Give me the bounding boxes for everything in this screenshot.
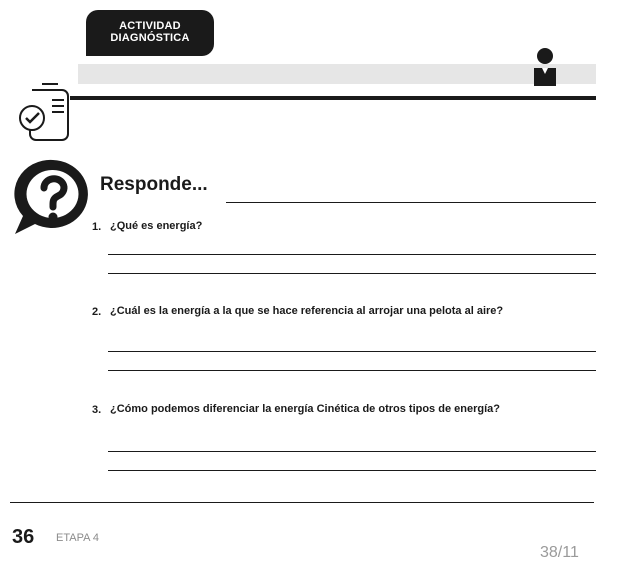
question-bubble-icon bbox=[12, 156, 94, 238]
page-number: 36 bbox=[12, 526, 35, 548]
header-rule bbox=[70, 96, 596, 100]
footer-rule bbox=[10, 502, 594, 503]
question-2-number: 2. bbox=[92, 306, 102, 318]
activity-badge bbox=[86, 10, 214, 56]
answer-line bbox=[108, 351, 596, 352]
question-1-text: ¿Qué es energía? bbox=[110, 220, 203, 232]
clipboard-check-icon bbox=[18, 80, 74, 142]
title-rule bbox=[226, 202, 596, 203]
header-band bbox=[78, 64, 596, 84]
question-1-number: 1. bbox=[92, 221, 102, 233]
answer-line bbox=[108, 470, 596, 471]
badge-line-1: ACTIVIDAD bbox=[119, 20, 181, 32]
question-3-text: ¿Cómo podemos diferenciar la energía Cinética de otros tipos de energía? bbox=[110, 403, 500, 415]
stage-label: ETAPA 4 bbox=[56, 532, 100, 544]
answer-line bbox=[108, 254, 596, 255]
person-icon bbox=[532, 46, 558, 88]
badge-line-2: DIAGNÓSTICA bbox=[110, 32, 190, 44]
question-3-number: 3. bbox=[92, 404, 102, 416]
answer-line bbox=[108, 273, 596, 274]
answer-line bbox=[108, 451, 596, 452]
page-counter: 38/11 bbox=[540, 544, 579, 561]
section-title: Responde... bbox=[100, 174, 208, 195]
question-2-text: ¿Cuál es la energía a la que se hace referencia al arrojar una pelota al aire? bbox=[110, 305, 504, 317]
answer-line bbox=[108, 370, 596, 371]
